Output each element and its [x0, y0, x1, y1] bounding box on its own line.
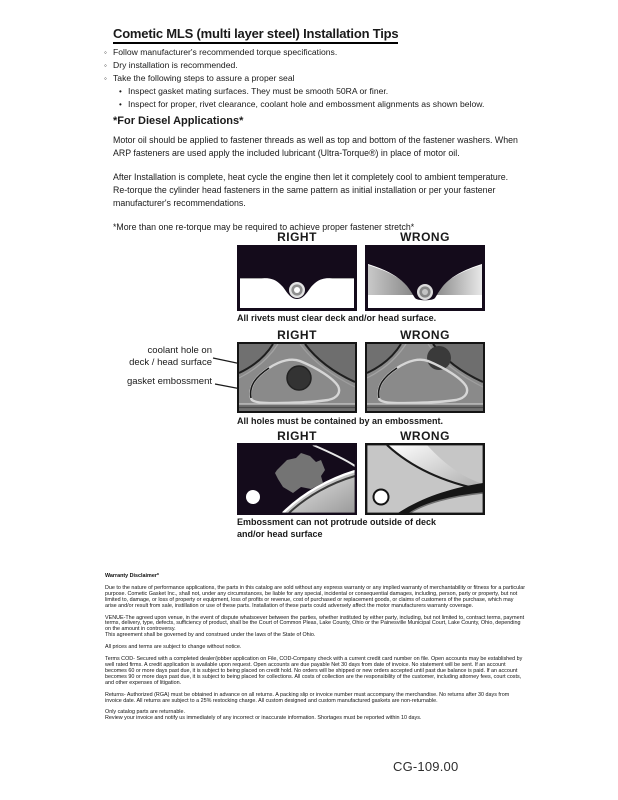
tip-text: Follow manufacturer's recommended torque specifications.: [113, 47, 338, 57]
tips-list: [104, 46, 544, 111]
embossment-caption-line1: Embossment can not protrude outside of deck: [237, 517, 437, 527]
rivet-right-image: [237, 245, 357, 311]
list-item: [104, 59, 544, 72]
diagram2-wrong-label: WRONG: [400, 328, 450, 342]
coolant-hole-label: [100, 345, 212, 369]
holes-caption: All holes must be contained by an embossment.: [237, 416, 444, 426]
embossment-wrong-image: [365, 443, 485, 515]
warranty-section: [105, 574, 526, 722]
warranty-line-agreement: This agreement shall be governed by and construed under the laws of the State of Ohio.: [105, 632, 316, 639]
warranty-line-prices: All prices and terms are subject to change without notice.: [105, 644, 242, 651]
holes-right-svg: [237, 342, 357, 413]
diagram3-right-label: RIGHT: [277, 429, 317, 443]
coolant-hole-label-line2: deck / head surface: [129, 357, 212, 368]
embossment-caption-line2: and/or head surface: [237, 528, 323, 539]
dot-bullet-icon: •: [119, 100, 122, 109]
tip-text: Dry installation is recommended.: [113, 60, 238, 70]
warranty-paragraph-due: Due to the nature of performance applications, the parts in this catalog are sold without any express warranty or any implied warranty of merchantability or fitness for a particular purpose. Cometic Gasket Inc., shall not, under any circumstances, be liable for any special, incidental or consequential damages, including, person, party or property, but not limited to, damage, or loss of property or equipment, loss of profits or revenue, cost of purchased or replacement goods, or claims of customers of the purchase, which may arise and/or result from sale, instillation or use of these parts. Installation of these parts could adversely affect the motor manufacturers warranty coverage.: [105, 584, 526, 609]
list-item: [104, 98, 544, 111]
diagram1-right-label: RIGHT: [277, 230, 317, 244]
diagram3-wrong-label: WRONG: [400, 429, 450, 443]
diesel-heading: *For Diesel Applications*: [113, 115, 244, 127]
open-bullet-icon: ◦: [104, 61, 107, 70]
tip-text: Inspect gasket mating surfaces. They must be smooth 50RA or finer.: [128, 86, 389, 96]
embossment-right-image: [237, 443, 357, 515]
rivet-right-svg: [237, 245, 357, 311]
open-bullet-icon: ◦: [104, 74, 107, 83]
warranty-paragraph-terms: Terms COD- Secured with a completed dealer/jobber application on File, COD-Company check with a current credit card number on file. Open accounts may be established by well rated firms. A credit application is available upon request. Open accounts are due payable Net 30 days from date of invoice. No statement will be sent. If an account becomes 60 or more days past due, it is subject to being placed on credit hold. No orders will be shipped or new orders accepted until past due balance is paid. If an account becomes 90 or more days past due, it is subject to being placed for collections. All costs of collection are the responsibility of the customer, including attorney fees, court costs, and other expenses of litigation.: [105, 656, 523, 686]
rivet-wrong-image: [365, 245, 485, 311]
list-item: [104, 46, 544, 59]
rivet-wrong-svg: [365, 245, 485, 311]
warranty-paragraph-venue: VENUE-The agreed upon venue, in the event of dispute whatsoever between the parties, whether instituted by either party, including, but not limited to, contract terms, payment terms, delivery, type, defects, sufficiency of product, shall be the Court of Common Pleas, Lake County, Ohio or the Painesville Municipal Court, Lake County, Ohio, depending on the amount in controversy.: [105, 614, 525, 633]
embossment-wrong-svg: [365, 443, 485, 515]
tip-text: Inspect for proper, rivet clearance, coolant hole and embossment alignments as shown below.: [128, 99, 485, 109]
diesel-paragraph: After Installation is complete, heat cycle the engine then let it completely cool to ambient temperature. Re-torque the cylinder head fasteners in the same pattern as initial installation or per your fastener manufacturer's recommendations.: [113, 172, 509, 208]
diesel-paragraph: Motor oil should be applied to fastener threads as well as top and bottom of the fastener washers. When ARP fasteners are used apply the included lubricant (Ultra-Torque®) in place of motor oil.: [113, 135, 518, 158]
warranty-heading: Warranty Disclaimer*: [105, 573, 160, 579]
embossment-caption: [237, 517, 436, 540]
page-title: Cometic MLS (multi layer steel) Installation Tips: [113, 26, 398, 44]
dot-bullet-icon: •: [119, 87, 122, 96]
rivet-caption: All rivets must clear deck and/or head surface.: [237, 313, 437, 323]
diesel-section: [113, 115, 523, 245]
diagram1-wrong-label: WRONG: [400, 230, 450, 244]
list-item: [104, 85, 544, 98]
warranty-line-review: Review your invoice and notify us immediately of any incorrect or inaccurate information. Shortages must be reported within 10 days.: [105, 715, 422, 722]
holes-wrong-image: [365, 342, 485, 413]
list-item: [104, 72, 544, 85]
holes-right-image: [237, 342, 357, 413]
warranty-paragraph-returns: Returns- Authorized (RGA) must be obtained in advance on all returns. A packing slip or invoice number must accompany the merchandise. No returns after 30 days from invoice date. All returns are subject to a 25% restocking charge. All custom designed and custom manufactured gaskets are non-returnable.: [105, 691, 510, 704]
diagram2-right-label: RIGHT: [277, 328, 317, 342]
coolant-hole-label-line1: coolant hole on: [147, 345, 212, 356]
document-code: CG-109.00: [393, 759, 459, 774]
warranty-line-catalog: Only catalog parts are returnable.: [105, 709, 186, 716]
embossment-right-svg: [237, 443, 357, 515]
holes-wrong-svg: [365, 342, 485, 413]
retorque-note: *More than one re-torque may be required to achieve proper fastener stretch*: [113, 222, 415, 232]
tip-text: Take the following steps to assure a proper seal: [113, 73, 295, 83]
open-bullet-icon: ◦: [104, 48, 107, 57]
gasket-embossment-label: gasket embossment: [126, 376, 212, 387]
